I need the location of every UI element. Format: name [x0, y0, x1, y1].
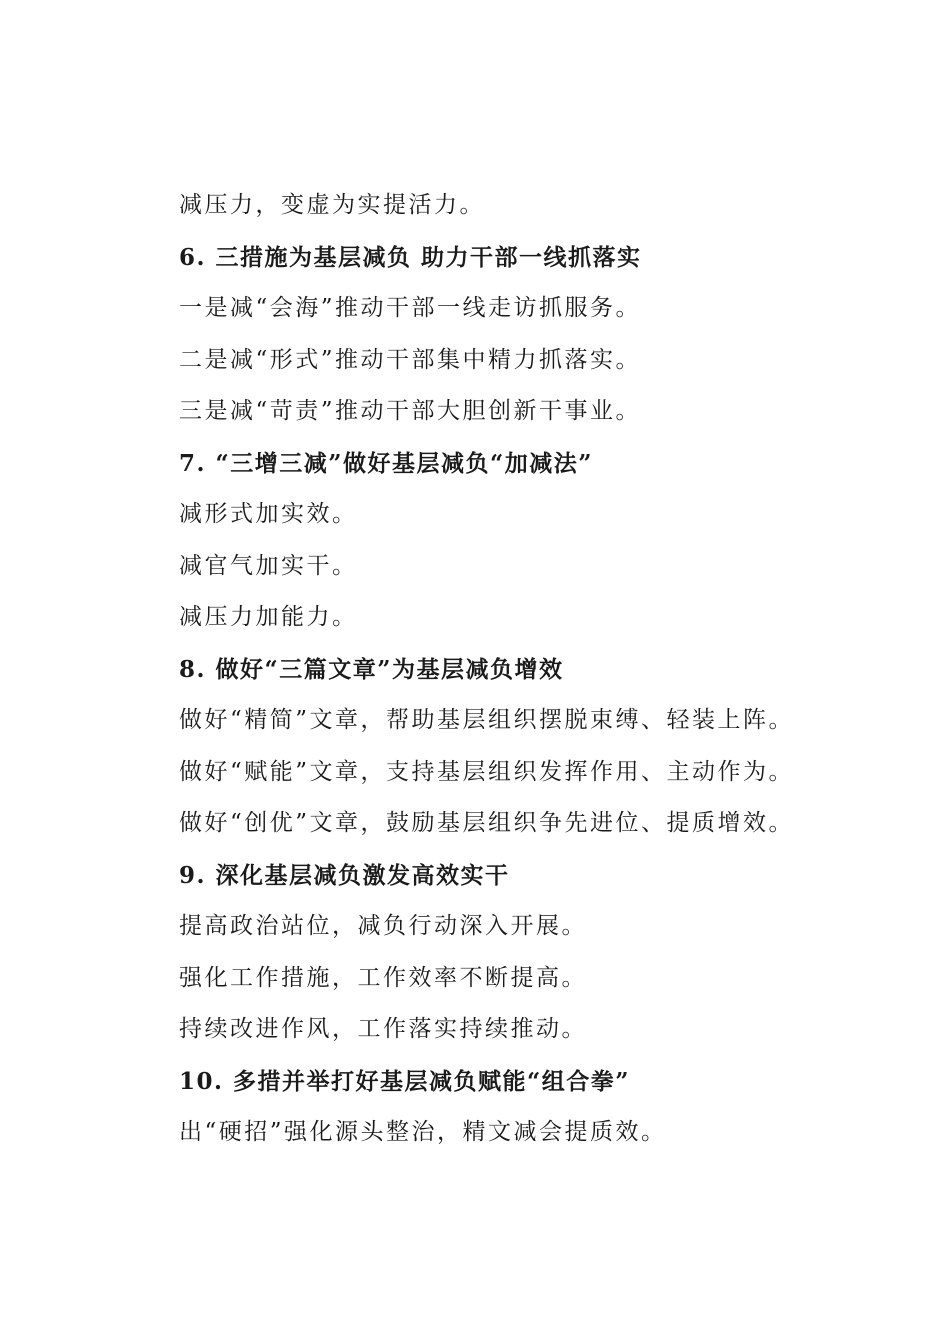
paragraph: 提高政治站位，减负行动深入开展。 [179, 913, 587, 939]
paragraph: 强化工作措施，工作效率不断提高。 [179, 964, 587, 991]
paragraph: 减官气加实干。 [179, 552, 358, 579]
paragraph: 减压力加能力。 [179, 604, 358, 630]
paragraph: 做好“精简”文章，帮助基层组织摆脱束缚、轻装上阵。 [179, 707, 795, 733]
section-heading-7: 7. “三增三减”做好基层减负“加减法” [179, 449, 593, 477]
section-heading-8: 8. 做好“三篇文章”为基层减负增效 [179, 655, 564, 683]
paragraph: 减形式加实效。 [179, 501, 358, 527]
paragraph: 做好“创优”文章，鼓励基层组织争先进位、提质增效。 [179, 810, 795, 836]
paragraph: 二是减“形式”推动干部集中精力抓落实。 [179, 346, 642, 373]
document-body [179, 180, 879, 1159]
section-heading-9: 9. 深化基层减负激发高效实干 [179, 861, 510, 889]
paragraph: 三是减“苛责”推动干部大胆创新干事业。 [179, 398, 642, 424]
paragraph: 持续改进作风，工作落实持续推动。 [179, 1016, 587, 1042]
paragraph: 减压力，变虚为实提活力。 [179, 192, 485, 218]
section-heading-10: 10. 多措并举打好基层减负赋能“组合拳” [179, 1067, 630, 1095]
paragraph: 一是减“会海”推动干部一线走访抓服务。 [179, 295, 642, 321]
paragraph: 做好“赋能”文章，支持基层组织发挥作用、主动作为。 [179, 758, 795, 785]
section-heading-6: 6. 三措施为基层减负 助力干部一线抓落实 [179, 243, 642, 271]
paragraph: 出“硬招”强化源头整治，精文减会提质效。 [179, 1119, 667, 1145]
